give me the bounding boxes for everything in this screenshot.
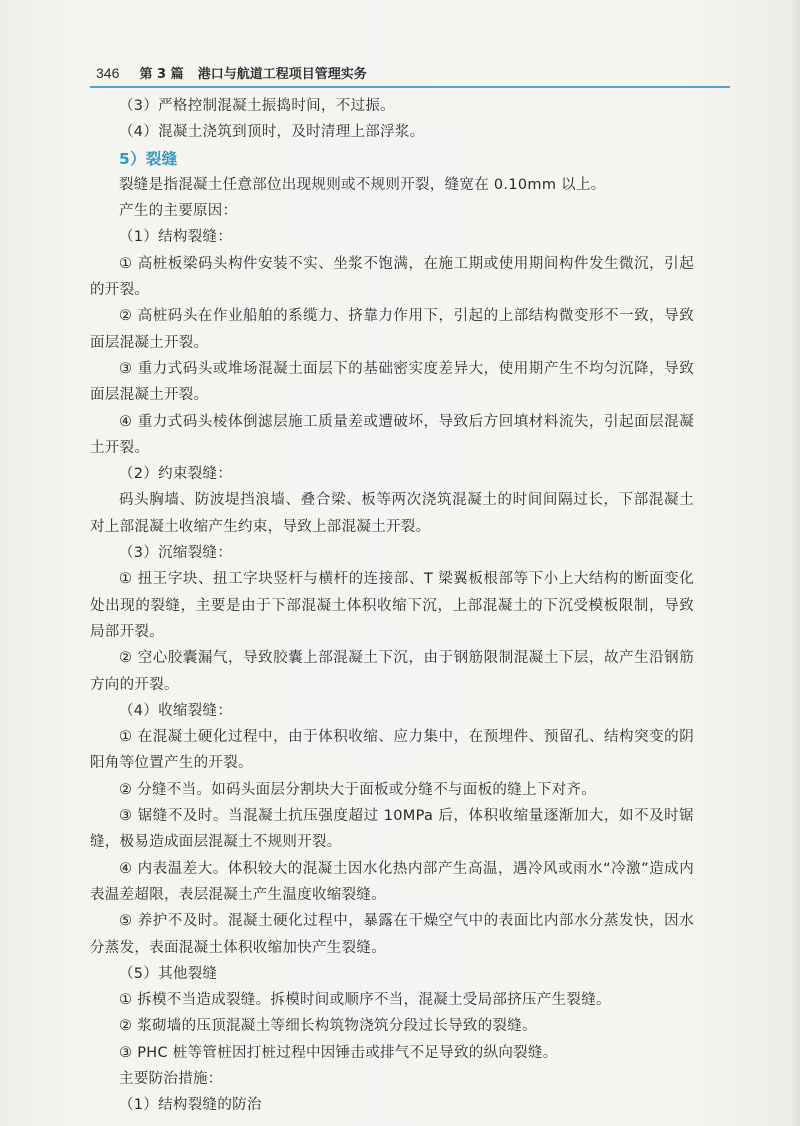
paragraph: （1）结构裂缝的防治 (119, 1097, 262, 1114)
paragraph: ① 在混凝土硬化过程中，由于体积收缩、应力集中，在预埋件、预留孔、结构突变的阴阳角等位置产生的开裂。 (90, 729, 694, 772)
section-heading: 5）裂缝 (119, 149, 178, 168)
paragraph: ③ 重力式码头或堆场混凝土面层下的基础密实度差异大，使用期产生不均匀沉降，导致面层混凝土开裂。 (90, 360, 694, 404)
header-divider (90, 86, 730, 88)
paragraph: 产生的主要原因： (119, 203, 238, 220)
part-title: 港口与航道工程项目管理实务 (197, 67, 367, 82)
body-text (90, 93, 694, 1119)
paragraph: ① 拆模不当造成裂缝。拆模时间或顺序不当，混凝土受局部挤压产生裂缝。 (119, 992, 611, 1009)
paragraph: ② 空心胶囊漏气，导致胶囊上部混凝土下沉，由于钢筋限制混凝土下层，故产生沿钢筋方向的开裂。 (90, 650, 694, 693)
paragraph: ① 扭王字块、扭工字块竖杆与横杆的连接部、T 梁翼板根部等下小上大结构的断面变化处出现的裂缝，主要是由于下部混凝土体积收缩下沉，上部混凝土的下沉受模板限制，导致局部开裂。 (90, 571, 694, 640)
paragraph: ③ PHC 桩等管桩因打桩过程中因锤击或排气不足导致的纵向裂缝。 (119, 1044, 558, 1061)
page-number: 346 (96, 65, 120, 81)
part-label: 第 3 篇 (139, 67, 184, 82)
paragraph: 主要防治措施： (119, 1070, 223, 1087)
paragraph: （2）约束裂缝： (119, 466, 233, 483)
page-edge-shadow (790, 0, 800, 1126)
paragraph: ② 高桩码头在作业船舶的系缆力、挤靠力作用下，引起的上部结构微变形不一致，导致面层混凝土开裂。 (90, 308, 694, 351)
paragraph: （5）其他裂缝 (119, 965, 218, 982)
paragraph: （1）结构裂缝： (119, 229, 233, 246)
paragraph: ② 浆砌墙的压顶混凝土等细长构筑物浇筑分段过长导致的裂缝。 (119, 1018, 537, 1035)
paragraph: ④ 重力式码头棱体倒滤层施工质量差或遭破坏，导致后方回填材料流失，引起面层混凝土开裂。 (90, 413, 694, 456)
paragraph: ② 分缝不当。如码头面层分割块大于面板或分缝不与面板的缝上下对齐。 (119, 781, 597, 798)
paragraph: ① 高桩板梁码头构件安装不实、坐浆不饱满，在施工期或使用期间构件发生微沉，引起的开裂。 (90, 255, 694, 299)
paragraph: （4）混凝土浇筑到顶时，及时清理上部浮浆。 (119, 124, 425, 141)
paragraph: （3）严格控制混凝土振捣时间，不过振。 (119, 98, 395, 114)
paragraph: 裂缝是指混凝土任意部位出现规则或不规则开裂，缝宽在 0.10mm 以上。 (119, 176, 606, 193)
paragraph: ④ 内表温差大。体积较大的混凝土因水化热内部产生高温，遇冷风或雨水“冷激”造成内表温差超限，表层混凝土产生温度收缩裂缝。 (90, 860, 694, 903)
paragraph: 码头胸墙、防波堤挡浪墙、叠合梁、板等两次浇筑混凝土的时间间隔过长，下部混凝土对上部混凝土收缩产生约束，导致上部混凝土开裂。 (90, 492, 694, 535)
paragraph: （4）收缩裂缝： (119, 702, 233, 719)
running-header (96, 62, 726, 84)
paragraph: （3）沉缩裂缝： (119, 545, 233, 562)
paragraph: ③ 锯缝不及时。当混凝土抗压强度超过 10MPa 后，体积收缩量逐渐加大，如不及时锯缝，极易造成面层混凝土不规则开裂。 (90, 808, 694, 851)
paragraph: ⑤ 养护不及时。混凝土硬化过程中，暴露在干燥空气中的表面比内部水分蒸发快，因水分蒸发，表面混凝土体积收缩加快产生裂缝。 (90, 913, 694, 956)
